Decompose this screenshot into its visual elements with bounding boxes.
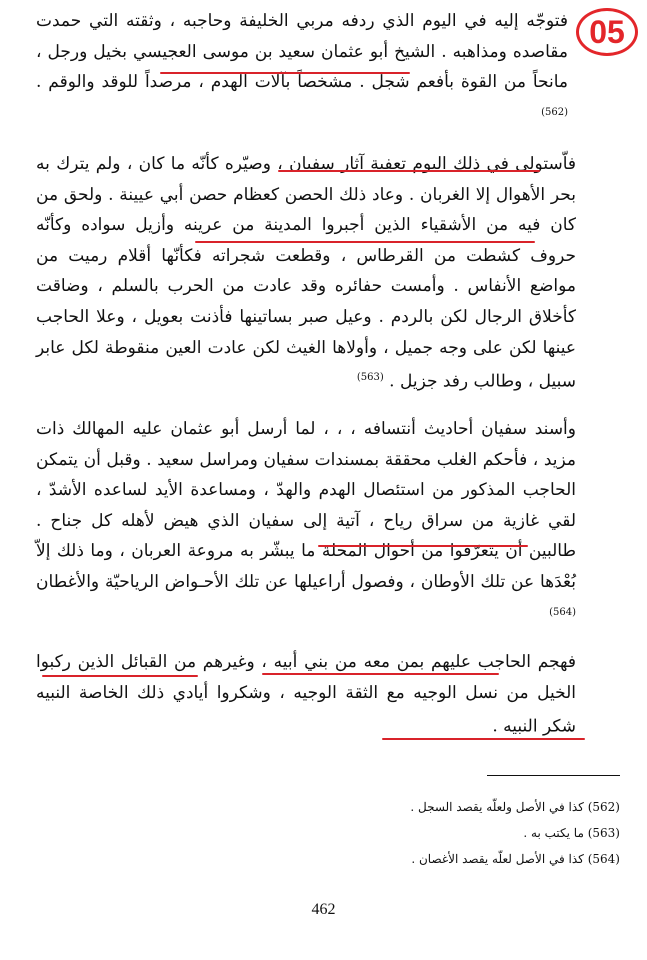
- footnote-text: ما يكتب به .: [523, 826, 584, 840]
- paragraph-3: [36, 414, 576, 632]
- footnote: [290, 794, 620, 820]
- paragraph-text: فاّستولى في ذلك اليوم تعفية آثار سفيان ، وصيّره كأنّه ما كان ، ولم يترك به بحر الأهوال إلا الغربان . وعاد ذلك الحصن كعظام حصن أبي عيينة . ولحق من كان فيه من الأشقياء الذين أجبروا المدينة من عرينه وأزيل سواده وكأنّه حروف كشطت من القرطاس ، وقطعت شجراته فكأنّها أقلام رميت من مواضع الأنفاس . وأمست حفائره وقد عادت من الحرب بالسلم ، وضاقت كأخلاق الرجال لكن بالردم . وعيل صبر بساتينها فأذنت بعويل ، وعلا الحاجب عينها لكن على وجه جميل ، وأولاها الغيث لكن عادت العين منقوطة لكل عابر سبيل ، وطالب رفد جزيل .: [36, 154, 576, 392]
- footnote-reference: (564): [549, 606, 576, 618]
- red-underline-annotation: [278, 170, 540, 172]
- red-underline-annotation: [382, 738, 585, 740]
- footnote-number: (563): [587, 826, 620, 840]
- paragraph-text: فتوجّه إليه في اليوم الذي ردفه مربي الخليفة وحاجبه ، وثقته التي حمدت مقاصده ومذاهبه . الشيخ أبو عثمان سعيد بن موسى العجيسي بخيل ورجل ، مانحاً من القوة بأفعم شجل . مشخصاً بآلات الهدم ، مرصداً للوقد والوقم .: [36, 11, 568, 93]
- footnote-number: (564): [587, 852, 620, 866]
- paragraph-2: [36, 149, 576, 397]
- footnote-number: (562): [587, 800, 620, 814]
- paragraph-4: [36, 647, 576, 742]
- footnote-reference: (563): [356, 372, 384, 384]
- footnote: [290, 820, 620, 846]
- footnote: [290, 846, 620, 872]
- page-number: 462: [311, 901, 336, 918]
- footnote-text: كذا في الأصل لعلّه يقصد الأغصان .: [411, 852, 584, 866]
- red-underline-annotation: [42, 675, 198, 677]
- red-underline-annotation: [262, 673, 499, 675]
- page-badge: 05: [576, 8, 638, 56]
- red-underline-annotation: [160, 72, 410, 74]
- footnotes: [290, 794, 620, 872]
- paragraph-text: وأسند سفيان أحاديث أنتسافه ، ، ، لما أرسل أبو عثمان عليه المهالك ذات مزيد ، فأحكم الغلب محققة بمسندات سفيان ومراسل سعيد . وقبل أن يتمكن الحاجب المذكور من استئصال الهدم والهدّ ، ومساعدة الأيد لساعده الأشدّ ، لقي غازية من سراق رياح ، آتية إلى سفيان الذي هيض لأهله كل جناح . طالبين أن يتعرّفوا من أحوال المحلة ما يبشّر به مروعة العربان ، وما ذلك إلاّ بُعْدَها عن تلك الأوطان ، وفصول أراعيلها عن تلك الأحـواض الرياحيّة والأغطان: [36, 419, 576, 592]
- paragraph-text: فهجم الحاجب عليهم بمن معه من بني أبيه ، وغيرهم من القبائل الذين ركبوا الخيل من نسل الوجيه مع الثقة الوجيه ، وشكروا أيادي ذلك الخاصة النبيه شكر النبيه .: [36, 652, 576, 737]
- footnote-text: كذا في الأصل ولعلّه يقصد السجل .: [410, 800, 584, 814]
- footnote-reference: (562): [541, 106, 568, 118]
- red-underline-annotation: [195, 241, 535, 243]
- red-underline-annotation: [318, 545, 528, 547]
- paragraph-1: [36, 6, 568, 132]
- footnote-divider: [487, 775, 620, 776]
